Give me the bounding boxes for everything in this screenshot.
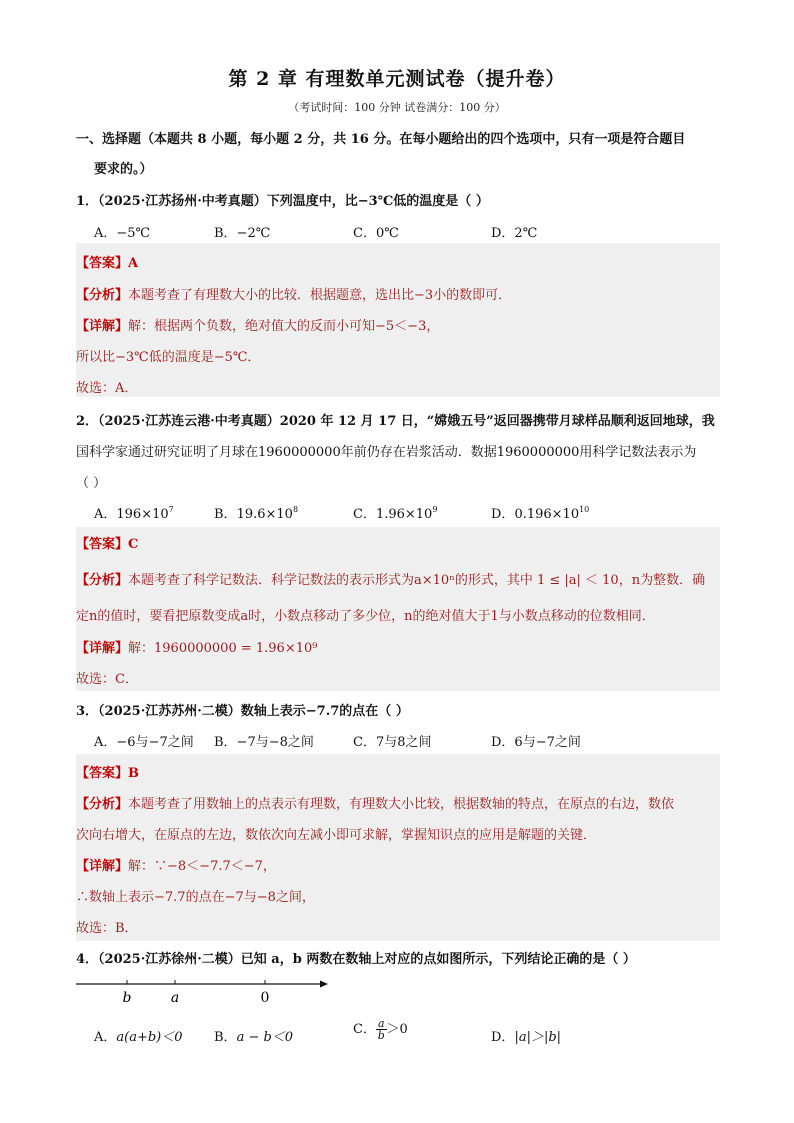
page-title: 第 2 章 有理数单元测试卷（提升卷） [228,68,566,90]
axis-label-zero: 0 [260,990,270,1006]
q4-option-d: D．|a|＞|b| [491,1030,562,1045]
section-heading-line2: 要求的。） [94,162,153,177]
arrow-right-icon [320,981,328,988]
q3-option-d: D．6与−7之间 [491,735,581,750]
q2-option-b: B．$19.6\times 10^8$ [214,505,299,522]
q3-choose: 故选：B． [76,921,138,936]
q2-analysis-line1 [76,569,705,588]
q1-option-b: B．−2℃ [214,226,271,241]
analysis-tag: 【分析】 [76,797,129,812]
q4-option-c: C． $\frac{a}{b}$ ＞0 [353,1017,408,1042]
q3-option-c: C．7与8之间 [353,735,432,750]
q1-option-a: A．−5℃ [94,226,151,241]
axis-label-b: b [122,990,132,1006]
q1-stem: 1．（2025·江苏扬州·中考真题）下列温度中，比−3℃低的温度是（ ） [76,194,489,209]
q2-stem-line3: （ ） [76,476,107,491]
q3-analysis2: 次向右增大，在原点的左边，数依次向左减小即可求解，掌握知识点的应用是解题的关键． [76,828,597,843]
answer-tag: 【答案】 [76,537,129,552]
q3-option-b: B．−7与−8之间 [214,735,314,750]
q1-option-d: D．2℃ [491,226,538,241]
q4-option-a: A．a(a+b)＜0 [94,1030,183,1045]
q1-detail2: 所以比−3℃低的温度是−5℃． [76,350,261,365]
q3-answer: B [128,766,140,781]
q1-answer-box [76,243,720,397]
q1-answer-line [76,252,138,271]
q2-stem-line2: 国科学家通过研究证明了月球在1960000000年前仍存在岩浆活动．数据1960000000用科学记数法表示为 [76,445,697,460]
q1-answer: A [128,256,139,271]
q3-detail1: 解：∵−8＜−7.7＜−7， [128,859,276,874]
q2-option-d: D．$0.196\times 10^{10}$ [491,505,590,522]
detail-tag: 【详解】 [76,641,129,656]
q3-stem: 3．（2025·江苏苏州·二模）数轴上表示−7.7的点在（ ） [76,704,409,719]
q1-analysis-line [76,284,511,303]
q4-stem: 4．（2025·江苏徐州·二模）已知 a，b 两数在数轴上对应的点如图所示，下列结论正确的是（ ） [76,952,636,967]
q2-answer: C [128,537,139,552]
q2-analysis2: 定n的值时，要看把原数变成a时，小数点移动了多少位，n的绝对值大于1与小数点移动的位数相同． [76,609,655,624]
q4-option-b: B．a − b＜0 [214,1030,294,1045]
q3-option-a: A．−6与−7之间 [94,735,194,750]
q2-choose: 故选：C． [76,672,138,687]
q2-detail: 解：1960000000 = 1.96×10⁹ [128,641,318,656]
q2-answer-line [76,533,138,552]
q1-detail-line [76,315,439,334]
q2-detail-line [76,637,317,656]
q3-analysis-line1 [76,793,674,812]
detail-tag: 【详解】 [76,319,129,334]
q3-detail-line [76,855,276,874]
axis-label-a: a [170,990,180,1006]
analysis-tag: 【分析】 [76,288,129,303]
q1-analysis: 本题考查了有理数大小的比较．根据题意，选出比−3小的数即可． [128,288,512,303]
q2-stem-line1: 2．（2025·江苏连云港·中考真题）2020 年 12 月 17 日，“嫦娥五号”返回器携带月球样品顺利返回地球，我 [76,414,715,429]
q2-option-c: C．$1.96\times 10^9$ [353,505,438,522]
section-heading-line1: 一、选择题（本题共 8 小题，每小题 2 分，共 16 分。在每小题给出的四个选项中，只有一项是符合题目 [76,132,686,147]
answer-tag: 【答案】 [76,256,129,271]
q2-answer-box [76,527,720,691]
q1-detail1: 解：根据两个负数，绝对值大的反而小可知−5＜−3， [128,319,440,334]
q1-option-c: C．0℃ [353,226,399,241]
answer-tag: 【答案】 [76,766,129,781]
q2-analysis1: 本题考查了科学记数法．科学记数法的表示形式为a×10ⁿ的形式，其中 1 ≤ |a| ＜ 10，n为整数．确 [128,573,706,588]
q3-analysis1: 本题考查了用数轴上的点表示有理数，有理数大小比较，根据数轴的特点，在原点的右边，数依 [128,797,675,812]
q2-option-a: A．$196\times 10^7$ [94,505,174,522]
q3-answer-line [76,762,139,781]
analysis-tag: 【分析】 [76,573,129,588]
q3-detail2: ∴数轴上表示−7.7的点在−7与−8之间， [76,890,315,905]
q3-answer-box [76,754,720,941]
q1-choose: 故选：A． [76,381,138,396]
exam-subtitle: （考试时间：100 分钟 试卷满分：100 分） [288,101,506,114]
number-line [76,975,336,1009]
fraction-a-over-b: $\frac{a}{b}$ [377,1017,385,1042]
detail-tag: 【详解】 [76,859,129,874]
